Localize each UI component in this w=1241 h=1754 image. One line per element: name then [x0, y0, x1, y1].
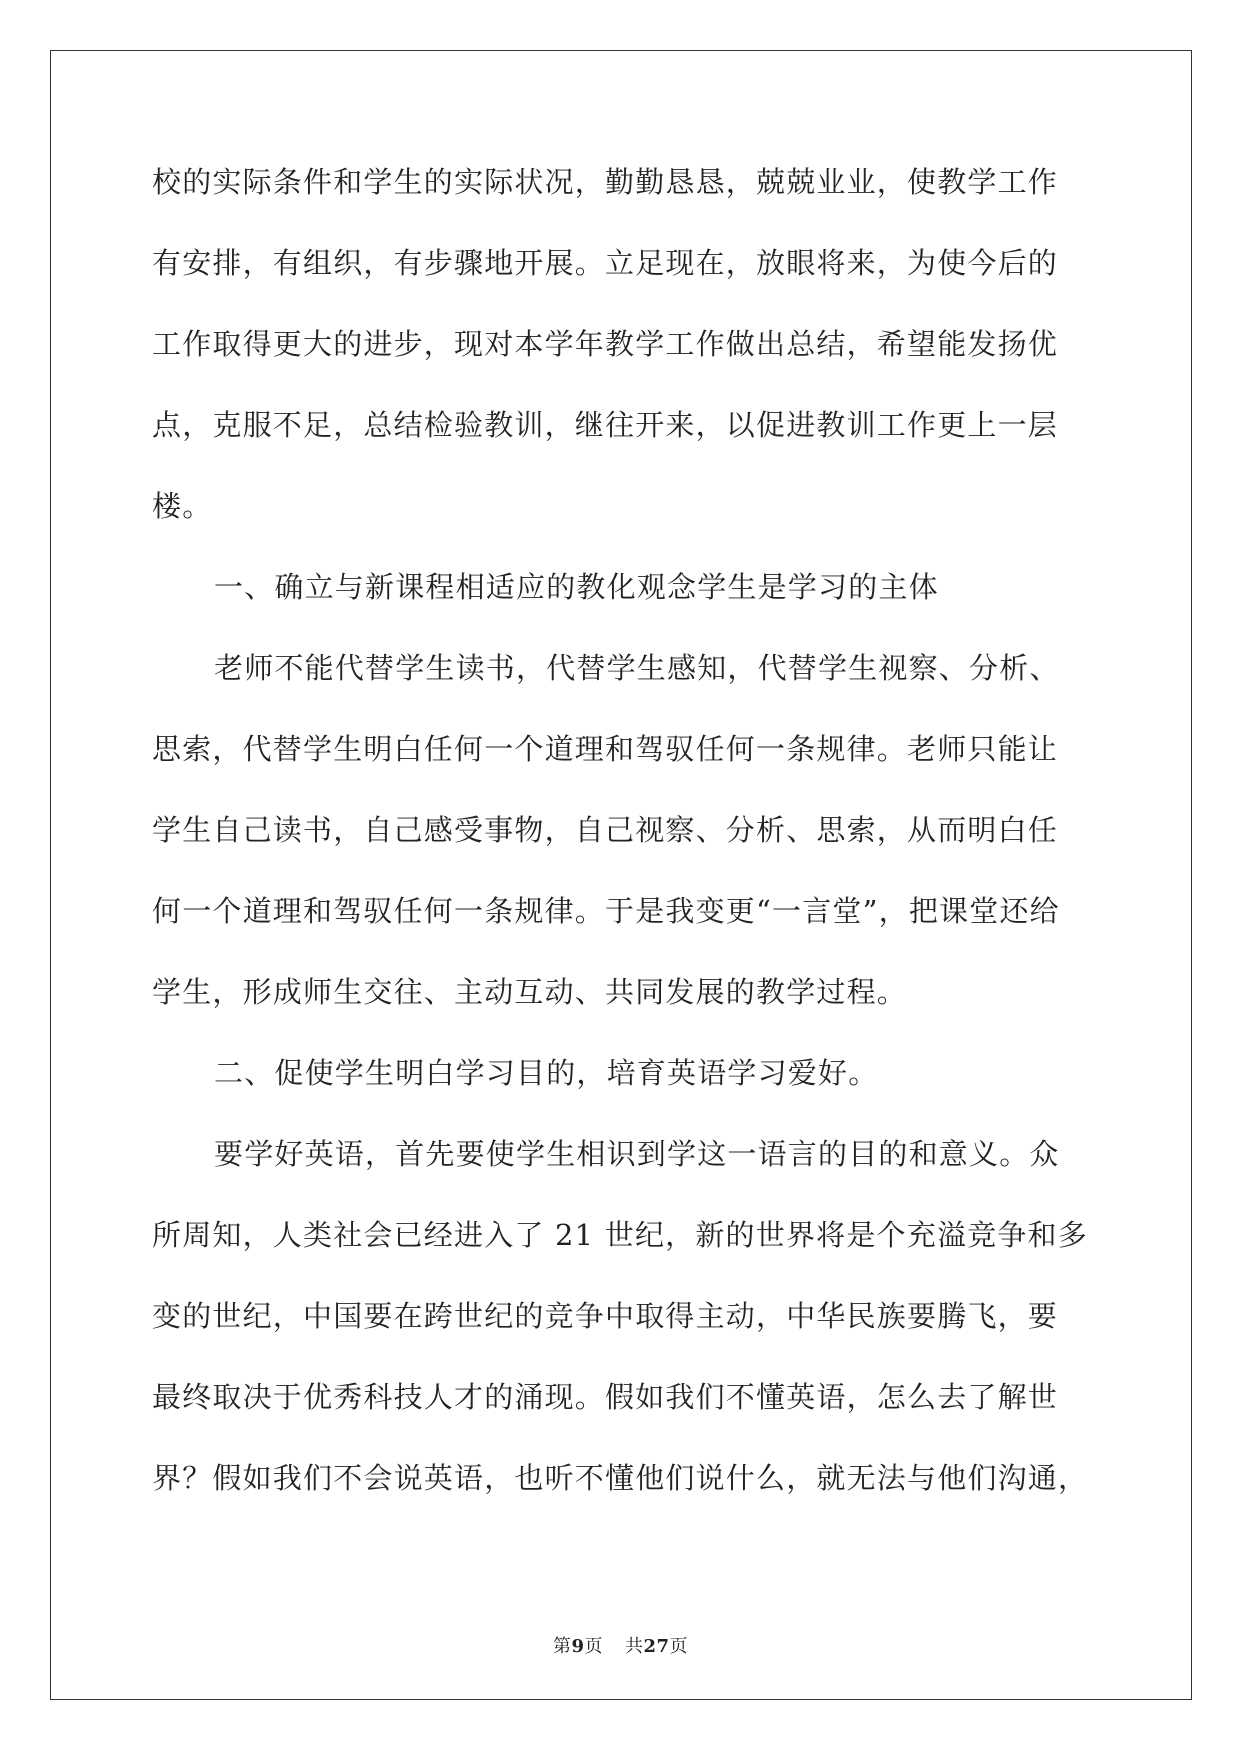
- text-line: 思索，代替学生明白任何一个道理和驾驭任何一条规律。老师只能让: [152, 732, 1059, 766]
- total-prefix: 共: [624, 1636, 644, 1657]
- text-line: 学生，形成师生交往、主动互动、共同发展的教学过程。: [152, 975, 908, 1009]
- page-number: 9: [571, 1636, 585, 1657]
- text-line: 要学好英语，首先要使学生相识到学这一语言的目的和意义。众: [214, 1137, 1060, 1171]
- page-suffix: 页: [584, 1636, 603, 1657]
- text-line: 界？假如我们不会说英语，也听不懂他们说什么，就无法与他们沟通，: [152, 1461, 1089, 1495]
- page-footer: [0, 1632, 1241, 1658]
- text-line: 工作取得更大的进步，现对本学年教学工作做出总结，希望能发扬优: [152, 327, 1059, 361]
- text-line: 学生自己读书，自己感受事物，自己视察、分析、思索，从而明白任: [152, 813, 1059, 847]
- text-line: 所周知，人类社会已经进入了 21 世纪，新的世界将是个充溢竞争和多: [152, 1218, 1088, 1252]
- total-suffix: 页: [669, 1636, 689, 1657]
- page-prefix: 第: [552, 1636, 572, 1657]
- text-line: 有安排，有组织，有步骤地开展。立足现在，放眼将来，为使今后的: [152, 246, 1059, 280]
- section-heading: 一、确立与新课程相适应的教化观念学生是学习的主体: [214, 570, 939, 604]
- section-heading: 二、促使学生明白学习目的，培育英语学习爱好。: [214, 1056, 879, 1090]
- document-body: [152, 165, 1092, 1545]
- text-line: 楼。: [152, 489, 213, 523]
- text-line: 老师不能代替学生读书，代替学生感知，代替学生视察、分析、: [214, 651, 1060, 685]
- text-line: 最终取决于优秀科技人才的涌现。假如我们不懂英语，怎么去了解世: [152, 1380, 1059, 1414]
- total-pages: 27: [643, 1636, 670, 1657]
- text-line: 校的实际条件和学生的实际状况，勤勤恳恳，兢兢业业，使教学工作: [152, 165, 1059, 199]
- text-line: 变的世纪，中国要在跨世纪的竞争中取得主动，中华民族要腾飞，要: [152, 1299, 1059, 1333]
- text-line: 何一个道理和驾驭任何一条规律。于是我变更“一言堂”，把课堂还给: [152, 894, 1060, 928]
- text-line: 点，克服不足，总结检验教训，继往开来，以促进教训工作更上一层: [152, 408, 1059, 442]
